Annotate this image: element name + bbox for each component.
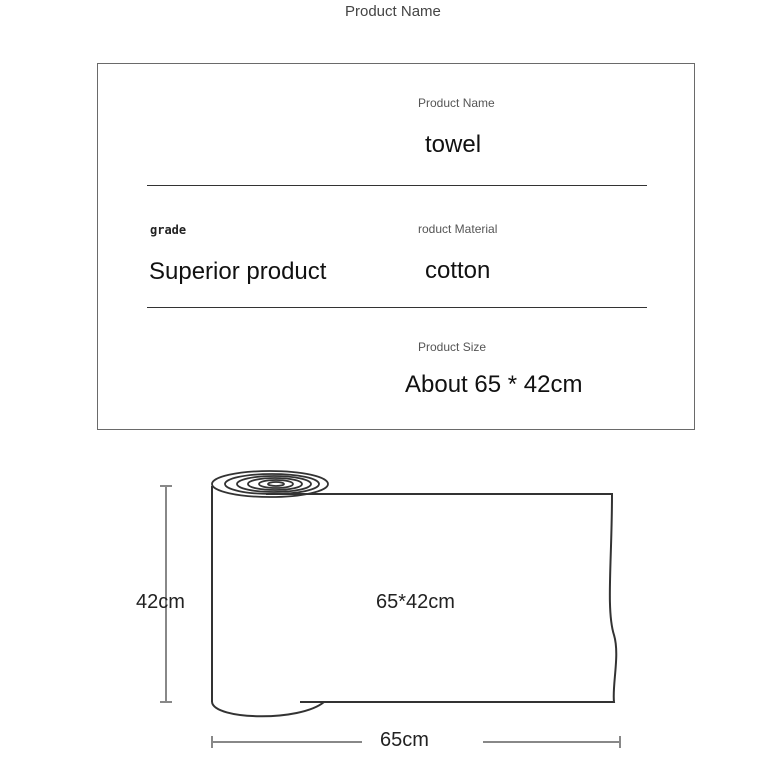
product-name-label: Product Name — [418, 96, 495, 110]
product-name-value: towel — [425, 131, 482, 158]
dimension-center-label: 65*42cm — [376, 591, 455, 613]
grade-value: Superior product — [149, 258, 327, 285]
roll-spiral-icon — [212, 471, 328, 497]
width-label: 65cm — [380, 729, 429, 751]
page-heading: Product Name — [345, 3, 441, 20]
height-label: 42cm — [136, 591, 185, 613]
material-value: cotton — [425, 257, 491, 284]
roll-bottom-curve — [212, 702, 324, 716]
size-label: Product Size — [418, 340, 487, 354]
size-value: About 65 * 42cm — [405, 371, 583, 398]
material-label: roduct Material — [418, 222, 498, 236]
grade-label: grade — [150, 223, 187, 237]
